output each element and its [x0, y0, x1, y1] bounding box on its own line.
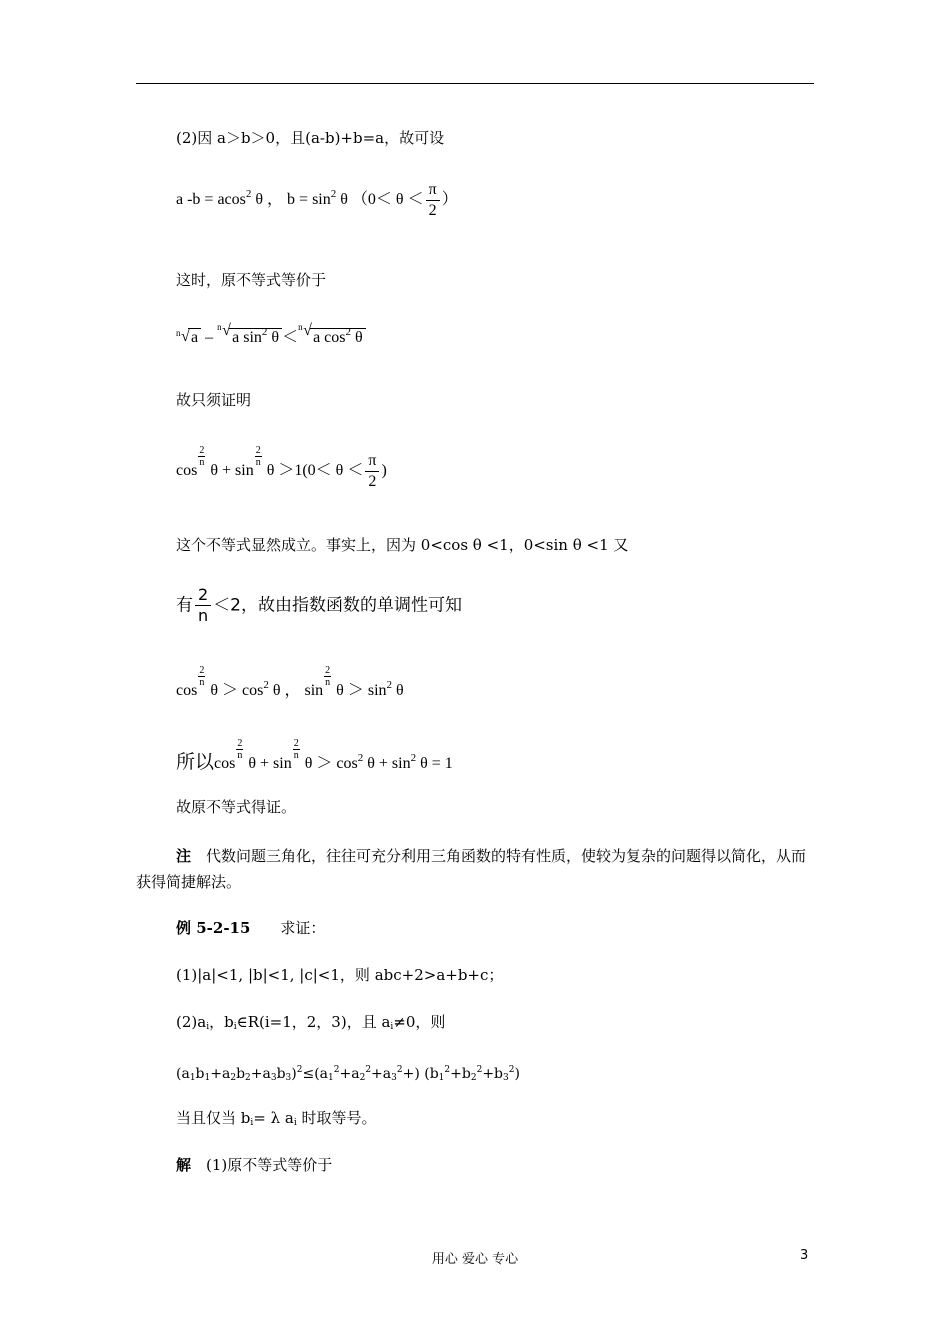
exponent: 2 [386, 679, 393, 691]
radical-index: n [298, 322, 303, 332]
text: = λ a [253, 1109, 294, 1127]
text: θ + sin [206, 462, 254, 479]
text: +a [339, 1066, 360, 1082]
exponent-fraction [255, 445, 262, 468]
text: ≤(a [302, 1066, 329, 1082]
superscript: 2 [444, 1065, 451, 1075]
text: θ [267, 329, 280, 346]
line-obvious: 这个不等式显然成立。事实上，因为 0<cos θ <1，0<sin θ <1 又 [176, 536, 629, 554]
less-than: ＜ [282, 329, 299, 346]
radicand [310, 328, 366, 346]
numerator: 2 [237, 738, 243, 749]
text: ∈R(i=1，2，3)，且 a [236, 1013, 391, 1031]
radical [217, 322, 282, 348]
denominator: n [198, 606, 209, 625]
exponent: 2 [330, 188, 337, 201]
text: θ ＞ sin [332, 682, 387, 699]
problem-1: (1)|a|<1, |b|<1, |c|<1，则 abc+2>a+b+c； [176, 966, 504, 984]
exponent: 2 [263, 679, 269, 691]
subscript: 3 [285, 1073, 292, 1083]
text: θ [392, 682, 404, 699]
subscript: i [233, 1022, 237, 1032]
footer-text: 用心 爱心 专心 [431, 1252, 519, 1267]
note-label: 注 [176, 847, 192, 865]
subscript: 1 [204, 1073, 211, 1083]
text: θ [351, 329, 363, 346]
example-text: 求证： [250, 919, 326, 937]
solution-text: (1)原不等式等价于 [191, 1156, 333, 1174]
subscript: 2 [230, 1073, 237, 1083]
superscript: 2 [333, 1065, 340, 1075]
denominator: n [199, 457, 205, 468]
text: +b [482, 1066, 504, 1082]
minus: – [201, 329, 218, 346]
text: (a [176, 1066, 190, 1082]
header-rule [136, 83, 814, 84]
numerator: 2 [199, 665, 205, 676]
equality-condition [176, 1108, 377, 1133]
exponent-fraction [198, 665, 205, 688]
text: ) [381, 462, 387, 479]
superscript: 2 [365, 1065, 372, 1075]
subscript: 3 [503, 1073, 509, 1083]
line-need-prove: 故只须证明 [176, 391, 252, 409]
exponent-fraction [198, 445, 205, 468]
text: b [236, 1066, 246, 1082]
text: ) [514, 1066, 520, 1082]
text: 时取等号。 [296, 1109, 377, 1127]
formula-substitution [176, 180, 458, 221]
text: θ = 1 [416, 755, 453, 772]
numerator: 2 [293, 738, 299, 749]
line-proved: 故原不等式得证。 [176, 798, 297, 816]
note-paragraph [136, 843, 814, 895]
radical-sign: √ [222, 322, 231, 339]
exponent-fraction [236, 738, 243, 761]
formula-therefore [176, 738, 453, 774]
problem-2 [176, 1012, 445, 1037]
denominator: 2 [428, 202, 437, 219]
exponent-fraction [324, 665, 331, 688]
text: θ ， b = sin [251, 191, 331, 209]
subscript: i [390, 1022, 394, 1032]
text: θ ， sin [268, 682, 324, 699]
text: θ （0＜ θ ＜ [336, 191, 424, 209]
subscript: 1 [189, 1073, 196, 1083]
numerator: 2 [325, 665, 331, 676]
radical-sign: √ [181, 328, 190, 345]
subscript: 2 [359, 1073, 366, 1083]
subscript: 1 [438, 1073, 445, 1083]
fraction-pi-over-2 [365, 451, 379, 492]
text: cos [176, 462, 198, 479]
formula-to-prove [176, 445, 387, 492]
text: 当且仅当 b [176, 1109, 251, 1127]
fraction-2-over-n [195, 585, 211, 626]
solution-label: 解 [176, 1156, 192, 1174]
formula-radicals [176, 322, 366, 348]
numerator: 2 [255, 445, 261, 456]
superscript: 2 [396, 1065, 403, 1075]
numerator: π [365, 451, 379, 472]
line-monotonic [176, 585, 462, 626]
formula-cauchy [176, 1060, 520, 1088]
note-text: 代数问题三角化，往往可充分利用三角函数的特有性质，使较为复杂的问题得以简化，从而获得简捷解法。 [136, 847, 807, 891]
subscript: i [293, 1118, 297, 1128]
text: +a [371, 1066, 392, 1082]
line-assumption: (2)因 a＞b＞0，且(a-b)+b=a，故可设 [176, 129, 445, 147]
text: a -b = acos [176, 191, 246, 209]
line-equivalent: 这时，原不等式等价于 [176, 271, 327, 289]
radical [176, 328, 201, 348]
superscript: 2 [296, 1065, 303, 1075]
radical-index: n [176, 328, 181, 338]
numerator: 2 [199, 445, 205, 456]
subscript: 1 [328, 1073, 334, 1083]
radicand [229, 328, 282, 346]
text: ≠0，则 [393, 1013, 446, 1031]
text: cos [176, 682, 198, 699]
text: 有 [176, 595, 193, 616]
text: +a [250, 1066, 271, 1082]
text: θ ＞ cos [206, 682, 264, 699]
denominator: n [293, 750, 299, 761]
subscript: 2 [245, 1073, 251, 1083]
text: θ ＞ cos [300, 755, 358, 772]
text: θ + sin [363, 755, 411, 772]
superscript: 2 [508, 1065, 515, 1075]
text: ） [441, 191, 458, 209]
denominator: n [199, 677, 205, 688]
radical-index: n [217, 322, 222, 332]
numerator: 2 [195, 585, 211, 606]
text: ＜2，故由指数函数的单调性可知 [213, 595, 463, 616]
exponent: 2 [345, 326, 352, 338]
denominator: n [325, 677, 331, 688]
numerator: π [426, 180, 440, 201]
solution-start [176, 1155, 332, 1175]
subscript: 3 [391, 1073, 397, 1083]
subscript: i [206, 1022, 210, 1032]
exponent: 2 [261, 326, 268, 338]
subscript: i [250, 1118, 254, 1128]
denominator: 2 [368, 472, 377, 490]
radical [298, 322, 366, 348]
fraction-pi-over-2 [426, 180, 440, 221]
text: a sin [232, 329, 262, 346]
example-heading [176, 918, 325, 938]
text: θ + sin [244, 755, 292, 772]
text: θ ＞1(0＜ θ ＜ [262, 462, 364, 479]
denominator: n [255, 457, 261, 468]
exponent: 2 [410, 752, 417, 764]
superscript: 2 [476, 1065, 483, 1075]
exponent: 2 [245, 188, 252, 201]
radicand: a [188, 328, 201, 346]
text: cos [214, 755, 236, 772]
formula-inequalities [176, 665, 404, 701]
text: (2)a [176, 1013, 207, 1031]
subscript: 3 [270, 1073, 277, 1083]
exponent: 2 [357, 752, 364, 764]
denominator: n [237, 750, 243, 761]
text: +) (b [402, 1066, 439, 1082]
text: +a [210, 1066, 231, 1082]
page-number: 3 [800, 1248, 809, 1263]
text: 所以 [176, 751, 215, 773]
text: a cos [313, 329, 346, 346]
exponent-fraction [293, 738, 300, 761]
radical-sign: √ [303, 322, 312, 339]
text: +b [450, 1066, 471, 1082]
text: ，b [209, 1013, 234, 1031]
subscript: 2 [470, 1073, 477, 1083]
text: b [276, 1066, 286, 1082]
text: b [195, 1066, 205, 1082]
example-label: 例 5-2-15 [176, 919, 251, 937]
text: ) [291, 1066, 297, 1082]
